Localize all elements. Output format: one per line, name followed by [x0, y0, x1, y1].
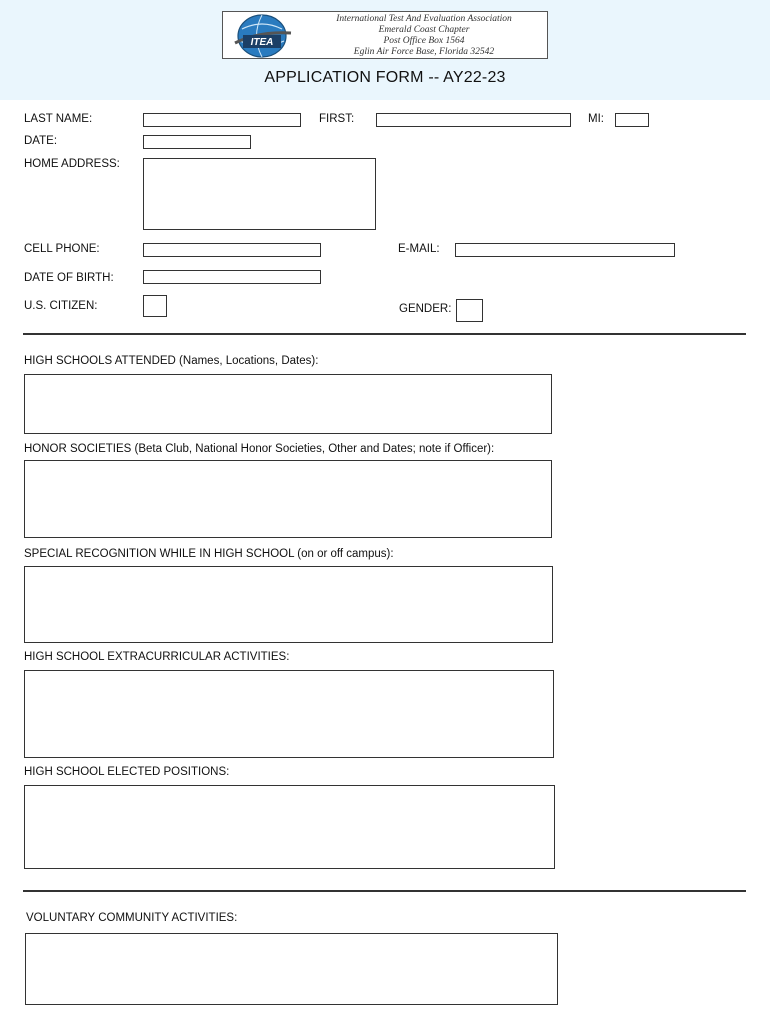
mi-field[interactable]	[615, 113, 649, 127]
community-activities-label: VOLUNTARY COMMUNITY ACTIVITIES:	[26, 912, 238, 924]
organization-logo	[222, 11, 548, 59]
date-label: DATE:	[24, 135, 58, 147]
svg-text:ITEA: ITEA	[250, 37, 274, 48]
mi-label: MI:	[588, 113, 604, 125]
special-recognition-field[interactable]	[24, 566, 553, 643]
date-of-birth-label: DATE OF BIRTH:	[24, 272, 114, 284]
us-citizen-field[interactable]	[143, 295, 167, 317]
elected-positions-field[interactable]	[24, 785, 555, 869]
high-schools-field[interactable]	[24, 374, 552, 434]
first-name-label: FIRST:	[319, 113, 355, 125]
special-recognition-label: SPECIAL RECOGNITION WHILE IN HIGH SCHOOL (on or off campus):	[24, 548, 394, 560]
extracurricular-field[interactable]	[24, 670, 554, 758]
globe-logo-icon	[229, 13, 295, 59]
logo-line-2: Emerald Coast Chapter	[378, 25, 470, 35]
date-field[interactable]	[143, 135, 251, 149]
email-field[interactable]	[455, 243, 675, 257]
gender-label: GENDER:	[399, 303, 452, 315]
high-schools-label: HIGH SCHOOLS ATTENDED (Names, Locations, Dates):	[24, 355, 319, 367]
last-name-field[interactable]	[143, 113, 301, 127]
section-divider-2	[23, 890, 746, 892]
logo-line-4: Eglin Air Force Base, Florida 32542	[353, 47, 495, 57]
extracurricular-label: HIGH SCHOOL EXTRACURRICULAR ACTIVITIES:	[24, 651, 290, 663]
logo-line-3: Post Office Box 1564	[383, 36, 465, 46]
elected-positions-label: HIGH SCHOOL ELECTED POSITIONS:	[24, 766, 230, 778]
community-activities-field[interactable]	[25, 933, 558, 1005]
date-of-birth-field[interactable]	[143, 270, 321, 284]
page-title: APPLICATION FORM -- AY22-23	[264, 69, 506, 86]
cell-phone-field[interactable]	[143, 243, 321, 257]
honor-societies-field[interactable]	[24, 460, 552, 538]
first-name-field[interactable]	[376, 113, 571, 127]
honor-societies-label: HONOR SOCIETIES (Beta Club, National Honor Societies, Other and Dates; note if Officer):	[24, 443, 495, 455]
last-name-label: LAST NAME:	[24, 113, 93, 125]
email-label: E-MAIL:	[398, 243, 440, 255]
logo-line-1: International Test And Evaluation Association	[336, 14, 512, 24]
cell-phone-label: CELL PHONE:	[24, 243, 100, 255]
home-address-field[interactable]	[143, 158, 376, 230]
us-citizen-label: U.S. CITIZEN:	[24, 300, 98, 312]
gender-field[interactable]	[456, 299, 483, 322]
home-address-label: HOME ADDRESS:	[24, 158, 120, 170]
section-divider	[23, 333, 746, 335]
